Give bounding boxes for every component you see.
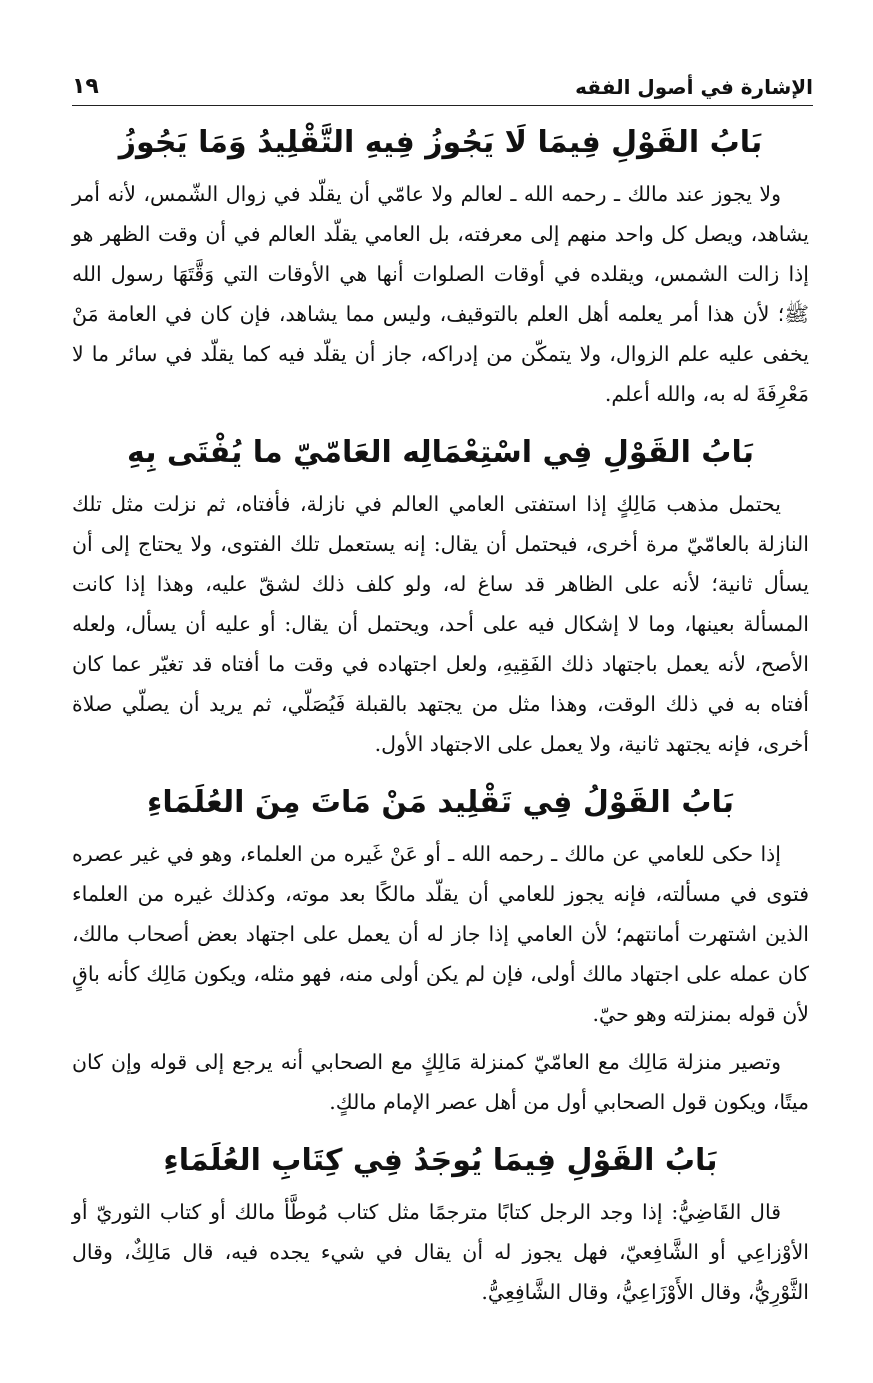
paragraph: قال القَاضِيُّ: إذا وجد الرجل كتابًا مترجمًا مثل كتاب مُوطَّأ مالك أو كتاب الثوريّ أو الأوْزاعِي أو الشَّافِعيّ، فهل يجوز له أن يقال في شيء يجده فيه، قال مَالِكٌ، وقال الثَّوْرِيُّ، وقال الأَوْزَاعِيُّ، وقال الشَّافِعِيُّ. [72, 1200, 809, 1304]
section-title-imitation-permitted: بَابُ القَوْلِ فِيمَا لَا يَجُوزُ فِيهِ التَّقْلِيدُ وَمَا يَجُوزُ [118, 125, 763, 160]
paragraph: وتصير منزلة مَالِك مع العامّيّ كمنزلة مَالِكٍ مع الصحابي أنه يرجع إلى قوله وإن كان ميتًا، ويكون قول الصحابي أول من أهل عصر الإمام مالكٍ. [72, 1050, 809, 1114]
section-title-deceased-scholars: بَابُ القَوْلُ فِي تَقْلِيد مَنْ مَاتَ مِنَ العُلَمَاءِ [146, 785, 734, 820]
paragraph: يحتمل مذهب مَالِكٍ إذا استفتى العامي العالم في نازلة، فأفتاه، ثم نزلت مثل تلك النازلة بالعامّيّ مرة أخرى، فيحتمل أن يقال: إنه يستعمل تلك الفتوى، ولا يحتاج إلى أن يسأل ثانية؛ لأنه على الظاهر قد ساغ له، ولو كلف ذلك لشقّ عليه، وهذا إذا كانت المسألة بعينها، وما لا إشكال فيه على أحد، ويحتمل أن يقال: أو عليه أن يسأل، ولعله الأصح، لأنه يعمل باجتهاد ذلك الفَقِيهِ، ولعل اجتهاده في وقت ما أفتاه قد تغيّر عما كان أفتاه به في ذلك الوقت، وهذا مثل من يجتهد بالقبلة فَيُصَلّي، ثم يريد أن يصلّي صلاة أخرى، فإنه يجتهد ثانية، ولا يعمل على الاجتهاد الأول. [72, 492, 809, 756]
page-number: ١٩ [72, 74, 99, 99]
paragraph: ولا يجوز عند مالك ـ رحمه الله ـ لعالم ولا عامّي أن يقلّد في زوال الشّمس، لأنه أمر يشاهد، ويصل كل واحد منهم إلى معرفته، بل العامي يقلّد العالم في أن وقت الظهر هو إذا زالت الشمس، ويقلده في أوقات الصلوات أنها هي الأوقات التي وَقَّتَهَا رسول الله ﷺ؛ لأن هذا أمر يعلمه أهل العلم بالتوقيف، وليس مما يشاهد، فإن كان في العامة مَنْ يخفى عليه علم الزوال، ولا يتمكّن من إدراكه، جاز أن يقلّد فيه كما يقلّد في سائر ما لا مَعْرِفَةَ له به، والله أعلم. [72, 182, 809, 406]
paragraph: إذا حكى للعامي عن مالك ـ رحمه الله ـ أو عَنْ غَيره من العلماء، وهو في غير عصره فتوى في مسألته، فإنه يجوز للعامي أن يقلّد مالكًا بعد موته، وكذلك غيره من العلماء الذين اشتهرت أمانتهم؛ لأن العامي إذا جاز له أن يعمل على اجتهاد بعض أصحاب مالك، كان عمله على اجتهاد مالك أولى، فإن لم يكن أولى منه، فهو مثله، ويكون مَالِك كأنه باقٍ لأن قوله بمنزلته وهو حيّ. [72, 842, 809, 1026]
section-title-scholars-books: بَابُ القَوْلِ فِيمَا يُوجَدُ فِي كِتَابِ العُلَمَاءِ [163, 1143, 718, 1178]
section-title-using-fatwa: بَابُ القَوْلِ فِي اسْتِعْمَالِه العَامّيّ ما يُفْتَى بِهِ [127, 435, 754, 470]
page-body [72, 118, 809, 1320]
running-header [72, 66, 813, 106]
running-title: الإشارة في أصول الفقه [575, 75, 813, 99]
